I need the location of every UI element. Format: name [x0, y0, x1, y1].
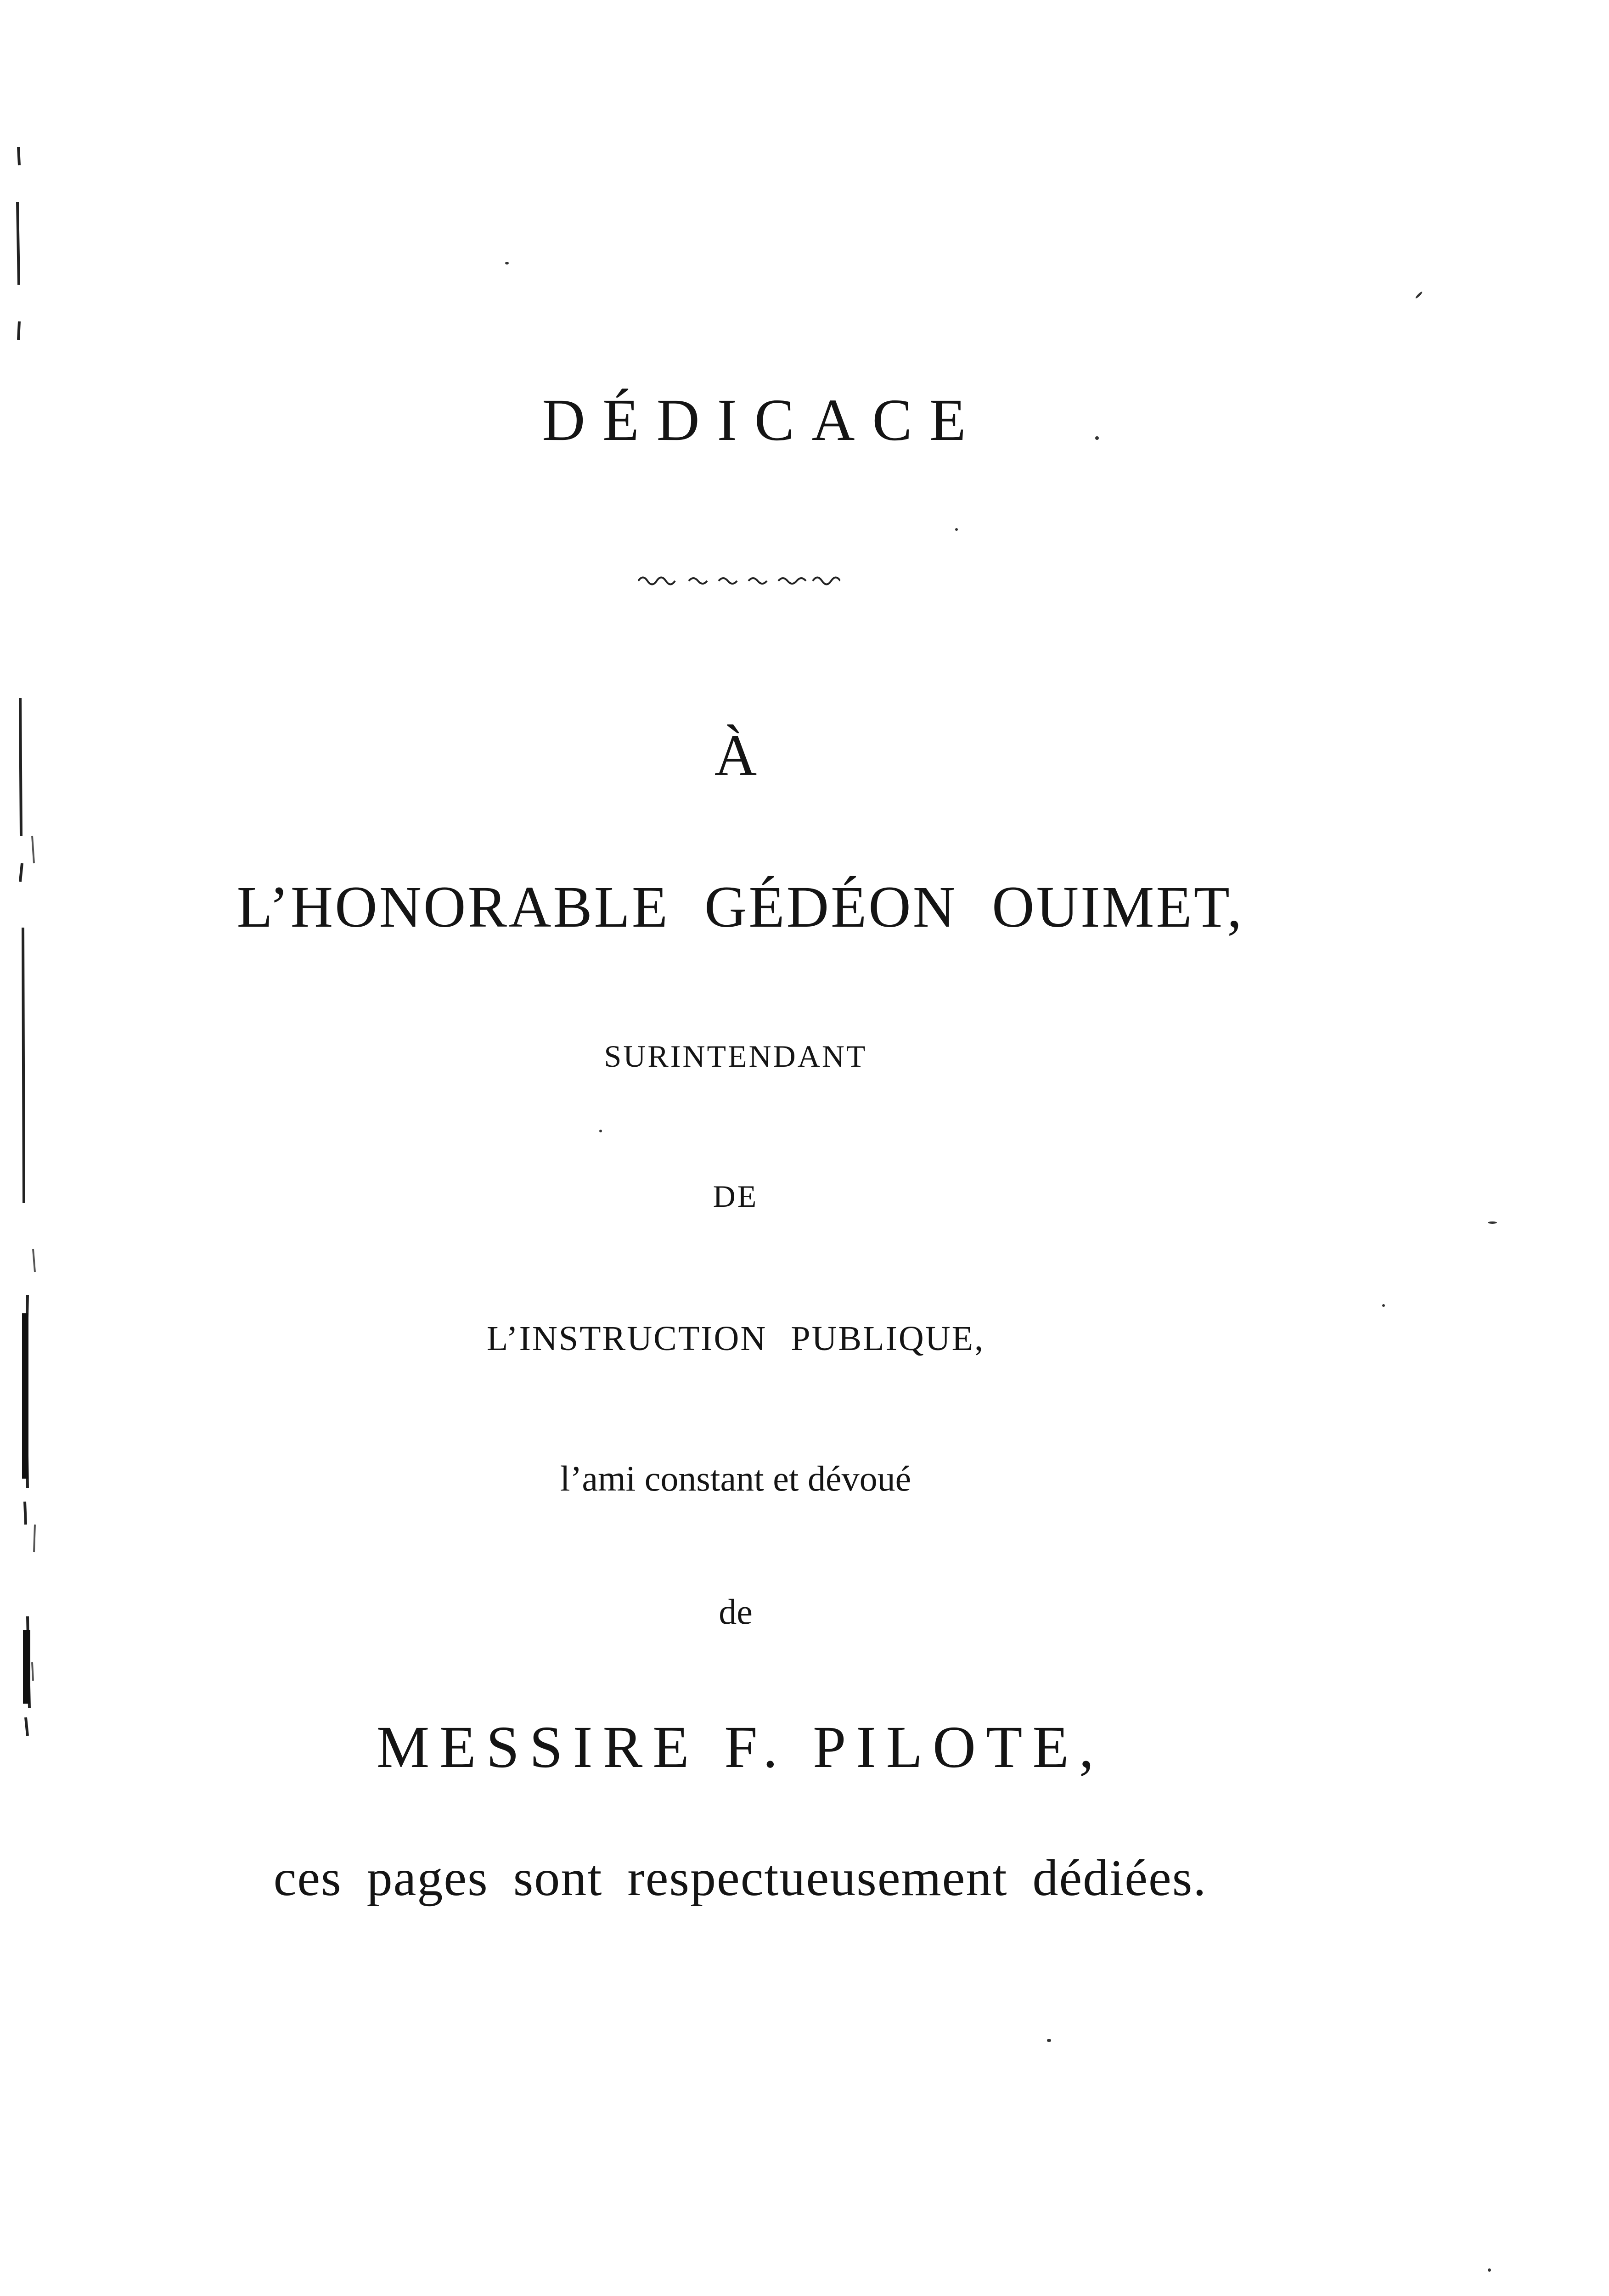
- scan-speck: [955, 528, 958, 531]
- closing-line: ces pages sont respectueusement dédiées.: [273, 1850, 1207, 1907]
- scan-speck: [1488, 1221, 1497, 1224]
- dedication-to: À: [714, 723, 757, 788]
- dedication-title: DÉDICACE: [542, 387, 984, 453]
- office-line-1: SURINTENDANT: [604, 1039, 867, 1074]
- scan-speck: [1415, 291, 1423, 299]
- relation-of-line: de: [719, 1592, 753, 1632]
- honoree-name: L’HONORABLE GÉDÉON OUIMET,: [236, 874, 1244, 940]
- scan-speck: [1095, 436, 1099, 440]
- scan-speck: [505, 262, 509, 264]
- relation-line: l’ami constant et dévoué: [560, 1458, 911, 1498]
- scan-speck: [1047, 2039, 1051, 2042]
- office-line-3: L’INSTRUCTION PUBLIQUE,: [486, 1319, 985, 1358]
- scan-speck: [599, 1130, 602, 1132]
- friend-name: MESSIRE F. PILOTE,: [376, 1714, 1104, 1780]
- scan-speck: [1488, 2268, 1491, 2272]
- scan-speck: [1382, 1304, 1385, 1307]
- office-line-2: DE: [713, 1179, 759, 1214]
- wavy-divider-ornament: [638, 572, 840, 590]
- binding-edge-shadow: [14, 147, 41, 2296]
